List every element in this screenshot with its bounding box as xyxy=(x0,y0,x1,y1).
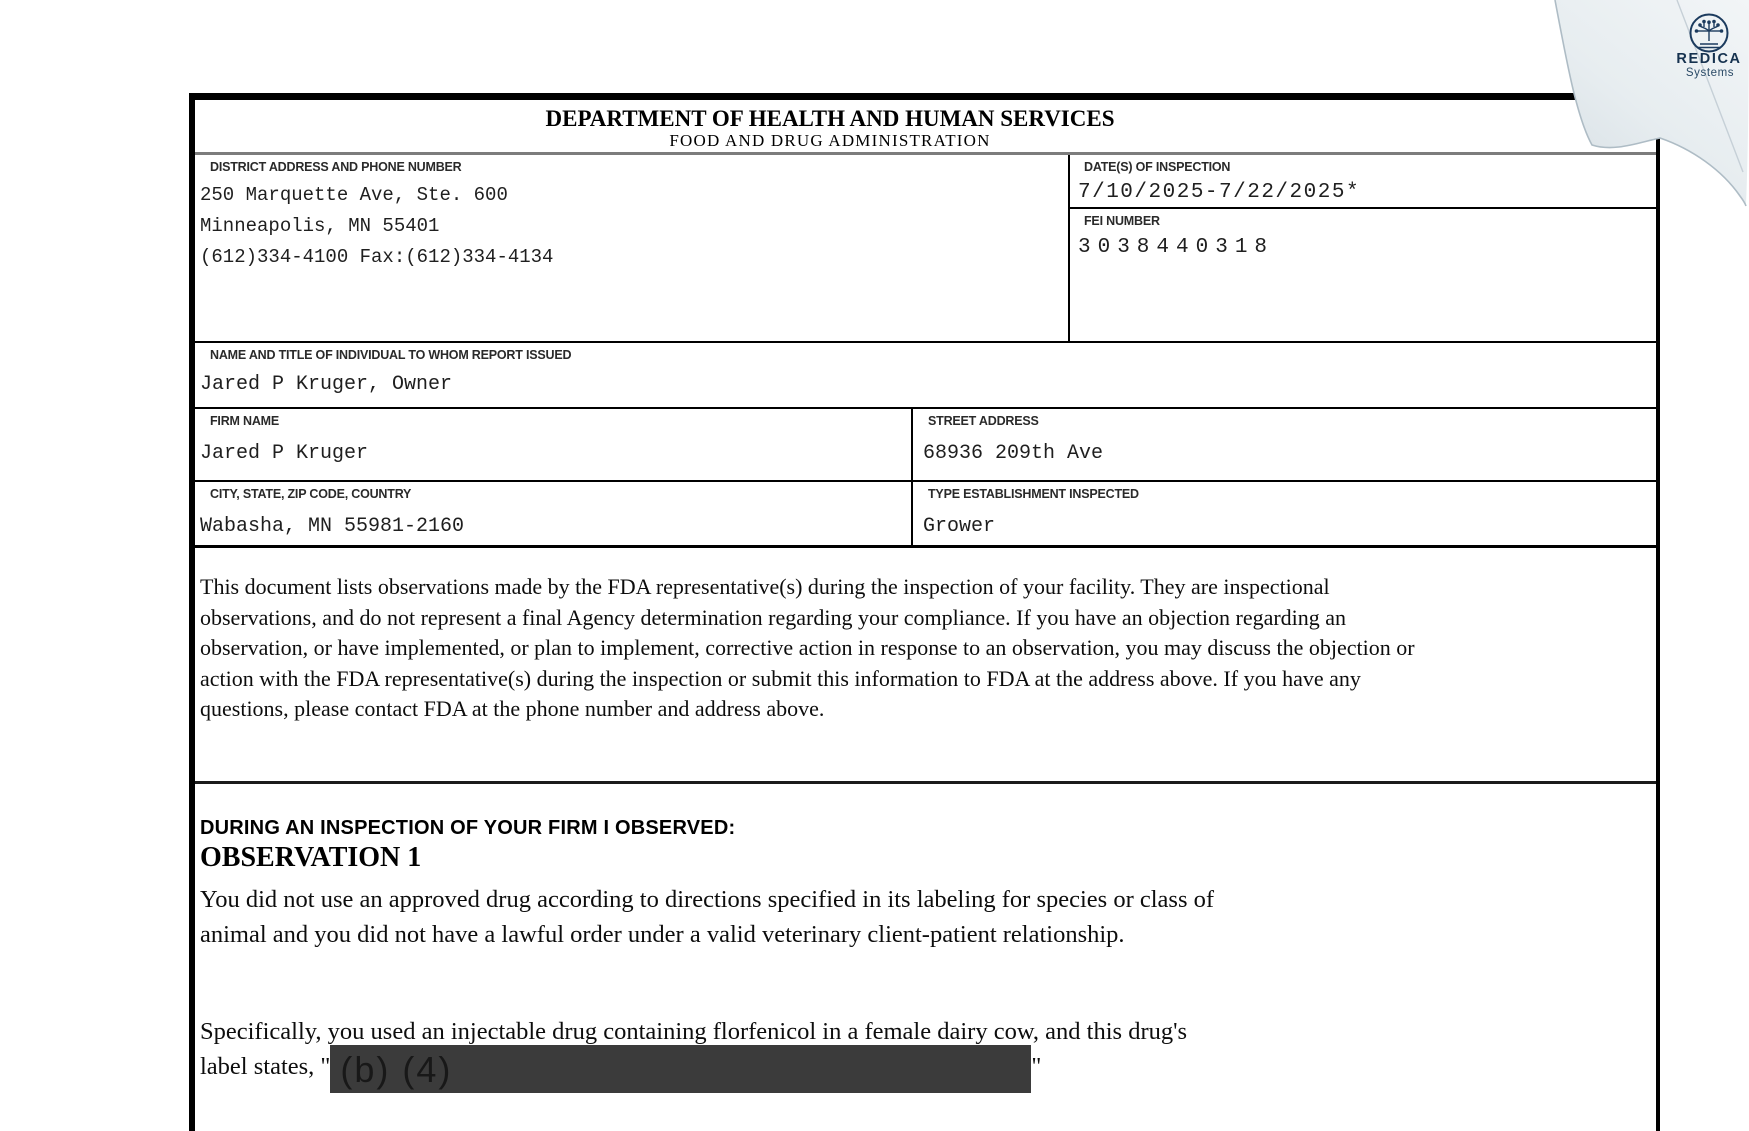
observations-section xyxy=(195,784,1656,1131)
page-curl xyxy=(1529,0,1749,215)
establishment-type-label: TYPE ESTABLISHMENT INSPECTED xyxy=(928,487,1139,501)
fei-number-field xyxy=(1070,209,1656,341)
report-issued-value: Jared P Kruger, Owner xyxy=(200,373,453,396)
observed-heading: DURING AN INSPECTION OF YOUR FIRM I OBSERVED: xyxy=(200,817,736,839)
intro-line: questions, please contact FDA at the phone number and address above. xyxy=(200,696,825,721)
district-address-label: DISTRICT ADDRESS AND PHONE NUMBER xyxy=(210,160,462,174)
form-subtitle: FOOD AND DRUG ADMINISTRATION xyxy=(669,131,991,150)
redaction-box xyxy=(330,1045,1031,1093)
city-state-zip-value: Wabasha, MN 55981-2160 xyxy=(200,515,465,538)
city-establishment-row xyxy=(195,482,1656,548)
firm-name-field xyxy=(195,409,913,480)
closing-quote: " xyxy=(1031,1053,1042,1080)
intro-paragraph xyxy=(195,548,1656,784)
fda-form-table xyxy=(189,93,1660,1131)
firm-street-row xyxy=(195,409,1656,482)
establishment-type-field xyxy=(913,482,1656,545)
firm-name-value: Jared P Kruger xyxy=(200,442,369,465)
intro-line: action with the FDA representative(s) during the inspection or submit this information to FDA at the address above. If you have any xyxy=(200,665,1361,691)
address-and-dates-row xyxy=(195,155,1656,343)
city-state-zip-label: CITY, STATE, ZIP CODE, COUNTRY xyxy=(210,487,412,501)
inspection-dates-label: DATE(S) OF INSPECTION xyxy=(1084,160,1231,174)
street-address-field xyxy=(913,409,1656,480)
observation-1-line: You did not use an approved drug according to directions specified in its labeling for species or class of xyxy=(200,886,1215,913)
redaction-code: (b) (4) xyxy=(340,1048,453,1090)
fei-number-value: 3038440318 xyxy=(1078,236,1275,259)
intro-line: This document lists observations made by the FDA representative(s) during the inspection of your facility. They are inspectional xyxy=(200,574,1330,599)
district-address-line-2: Minneapolis, MN 55401 xyxy=(200,215,440,237)
label-states-prefix: label states, " xyxy=(200,1053,331,1080)
report-issued-field xyxy=(195,343,1656,409)
specifically-line: Specifically, you used an injectable drug containing florfenicol in a female dairy cow, and this drug's xyxy=(200,1018,1188,1045)
street-address-label: STREET ADDRESS xyxy=(928,414,1039,428)
fei-number-label: FEI NUMBER xyxy=(1084,214,1160,228)
district-address-line-3: (612)334-4100 Fax:(612)334-4134 xyxy=(200,246,554,268)
intro-line: observation, or have implemented, or plan to implement, corrective action in response to an observation, you may discuss the objection or xyxy=(200,635,1415,660)
observation-1-heading: OBSERVATION 1 xyxy=(200,842,422,873)
district-address-line-1: 250 Marquette Ave, Ste. 600 xyxy=(200,184,508,206)
specifically-paragraph xyxy=(200,1014,1656,1093)
street-address-value: 68936 209th Ave xyxy=(923,442,1104,465)
establishment-type-value: Grower xyxy=(923,515,996,538)
form-header xyxy=(195,100,1656,155)
label-states-line xyxy=(200,1049,1656,1093)
brand-subtitle: Systems xyxy=(1685,67,1735,79)
firm-name-label: FIRM NAME xyxy=(210,414,280,428)
form-title: DEPARTMENT OF HEALTH AND HUMAN SERVICES xyxy=(545,106,1115,131)
city-state-zip-field xyxy=(195,482,913,545)
district-address-field xyxy=(195,155,1070,341)
observation-1-line: animal and you did not have a lawful order under a valid veterinary client-patient relationship. xyxy=(200,921,1125,948)
inspection-dates-value: 7/10/2025-7/22/2025* xyxy=(1078,181,1361,204)
intro-line: observations, and do not represent a final Agency determination regarding your compliance. If you have an objection regarding an xyxy=(200,604,1347,630)
brand-name: REDICA xyxy=(1676,51,1742,67)
report-issued-label: NAME AND TITLE OF INDIVIDUAL TO WHOM REPORT ISSUED xyxy=(210,348,572,362)
observation-1-text xyxy=(200,882,1656,952)
